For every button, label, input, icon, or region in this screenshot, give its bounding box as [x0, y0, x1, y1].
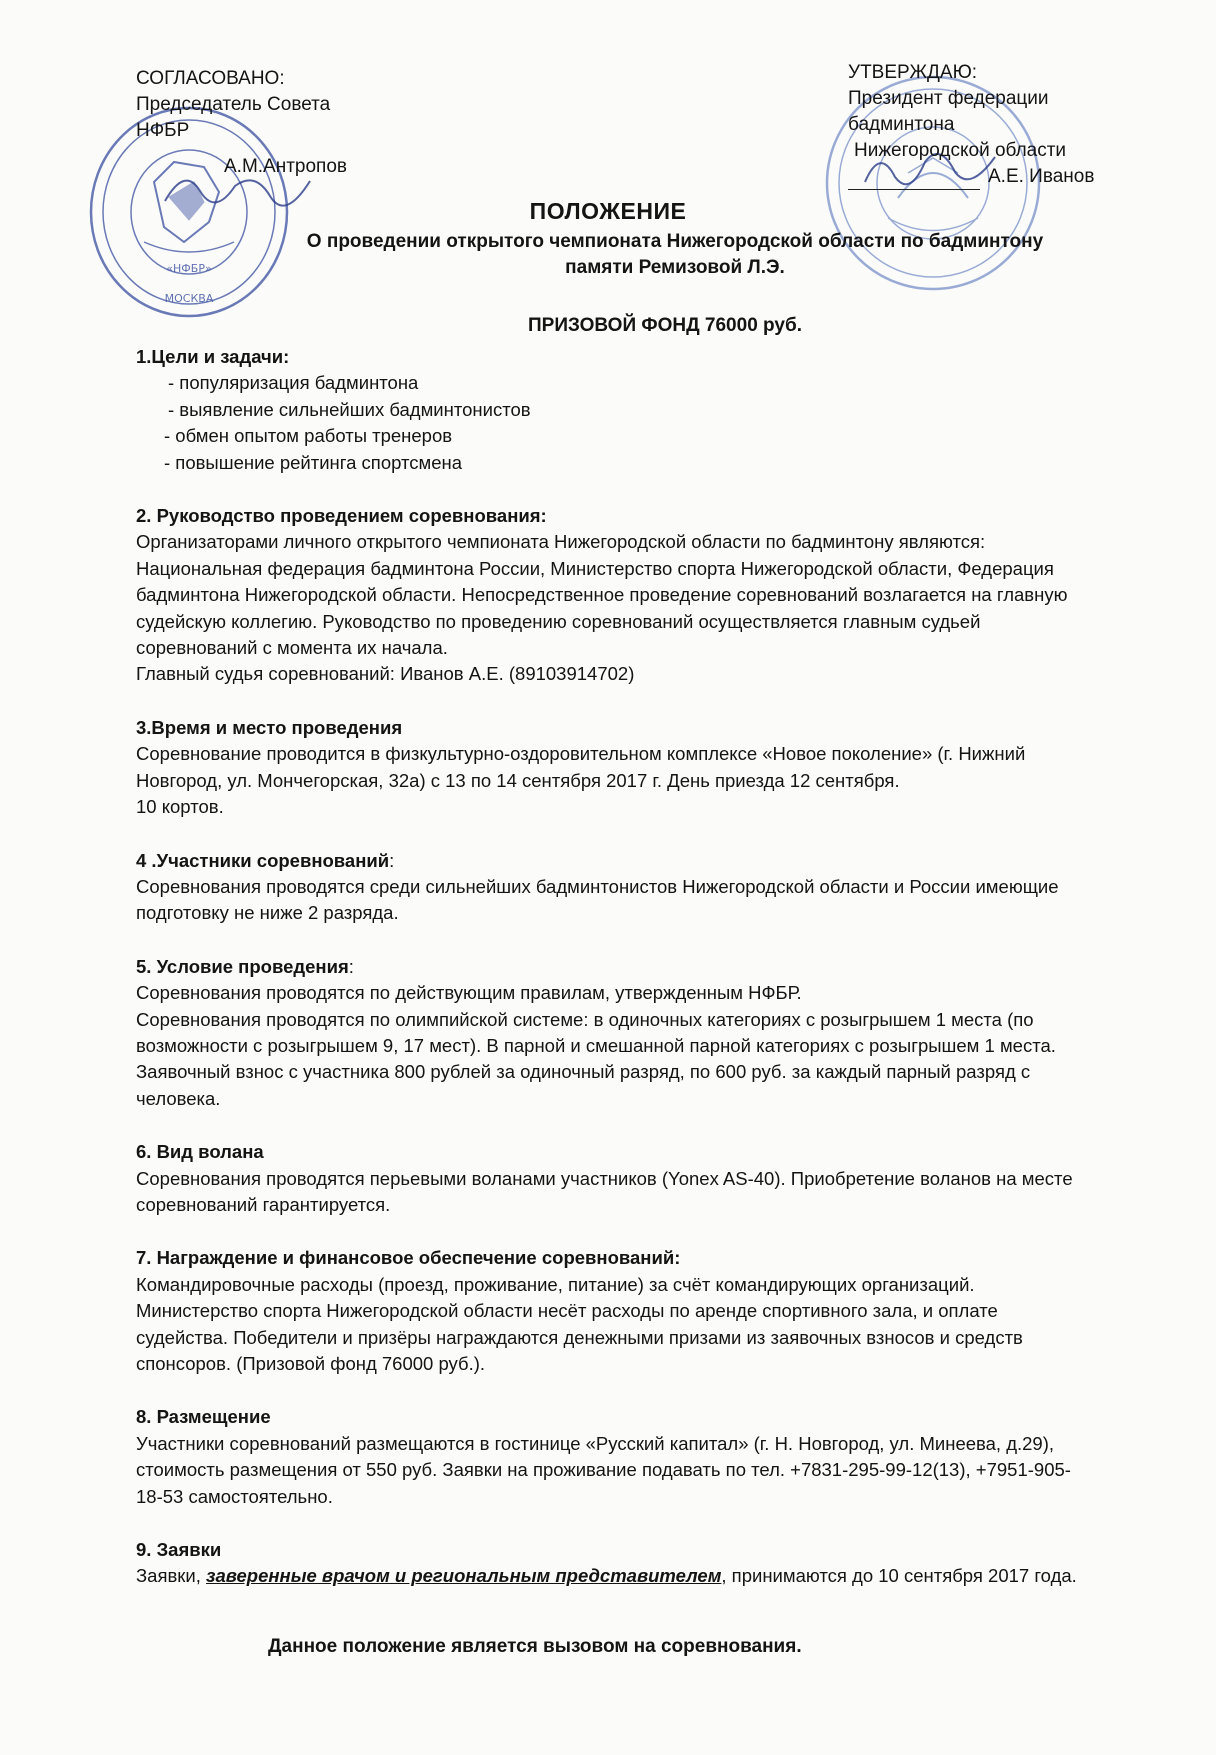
paragraph-line: подготовку не ниже 2 разряда.	[136, 902, 399, 924]
section-heading: 7. Награждение и финансовое обеспечение соревнований:	[136, 1247, 681, 1269]
paragraph-line: Участники соревнований размещаются в гостинице «Русский капитал» (г. Н. Новгород, ул. Минеева, д.29),	[136, 1432, 1055, 1454]
list-item: - повышение рейтинга спортсмена	[164, 451, 463, 473]
paragraph-line: Соревнование проводится в физкультурно-оздоровительном комплексе «Новое поколение» (г. Нижний	[136, 743, 1026, 765]
section-heading	[136, 848, 1176, 874]
applications-suffix: , принимаются до 10 сентября 2017 года.	[721, 1565, 1077, 1587]
section-heading: 8. Размещение	[136, 1406, 271, 1428]
paragraph-line: Соревнования проводятся перьевыми воланами участников (Yonex AS-40). Приобретение воланов на месте	[136, 1167, 1073, 1189]
paragraph-line: человека.	[136, 1087, 221, 1109]
approval-left-role-1: Председатель Совета	[136, 94, 331, 115]
approval-right-signer: А.Е. Иванов	[988, 166, 1095, 187]
paragraph-line: Соревнования проводятся среди сильнейших бадминтонистов Нижегородской области и России имеющие	[136, 875, 1059, 897]
list-item: - обмен опытом работы тренеров	[164, 425, 453, 447]
document-title: ПОЛОЖЕНИЕ	[529, 198, 687, 224]
section-heading-text: 5. Условие проведения	[136, 955, 349, 977]
list-item: - популяризация бадминтона	[168, 372, 419, 394]
paragraph-line: Соревнования проводятся по олимпийской системе: в одиночных категориях с розыгрышем 1 места (по	[136, 1008, 1034, 1030]
applications-prefix: Заявки,	[136, 1565, 207, 1587]
document-body	[136, 344, 1176, 1617]
section-participants	[136, 848, 1176, 927]
section-heading: 2. Руководство проведением соревнования:	[136, 505, 547, 527]
section-goals	[136, 344, 1176, 476]
paragraph-line: возможности с розыгрышем 9, 17 мест). В парной и смешанной парной категориях с розыгрышем 1 места.	[136, 1034, 1056, 1056]
paragraph-line: Организаторами личного открытого чемпионата Нижегородской области по бадминтону являются:	[136, 531, 986, 553]
paragraph-line: Соревнования проводятся по действующим правилам, утвержденным НФБР.	[136, 982, 802, 1004]
paragraph-line: Новгород, ул. Мончегорская, 32а) с 13 по 14 сентября 2017 г. День приезда 12 сентября.	[136, 769, 900, 791]
signature-underline	[848, 189, 980, 190]
document-subtitle-line-1: О проведении открытого чемпионата Нижегородской области по бадминтону	[306, 231, 1044, 252]
section-heading-colon: :	[348, 955, 354, 977]
closing-statement: Данное положение является вызовом на соревнования.	[268, 1636, 802, 1657]
approval-right-heading: УТВЕРЖДАЮ:	[848, 62, 978, 83]
section-applications	[136, 1537, 1176, 1590]
list-item: - выявление сильнейших бадминтонистов	[168, 398, 531, 420]
seal-bottom-text: МОСКВА	[164, 292, 214, 305]
approval-agreed-block	[136, 66, 466, 180]
paragraph-line: Командировочные расходы (проезд, проживание, питание) за счёт командирующих организаций.	[136, 1273, 975, 1295]
paragraph-line: Национальная федерация бадминтона России, Министерство спорта Нижегородской области, Федерация	[136, 557, 1054, 579]
approval-right-role-3: Нижегородской области	[854, 140, 1067, 161]
section-heading-text: 4 .Участники соревнований	[136, 849, 390, 871]
approval-right-role-2: бадминтона	[848, 114, 955, 135]
paragraph-line: судейства. Победители и призёры награждаются денежными призами из заявочных взносов и средств	[136, 1326, 1023, 1348]
applications-emphasis: заверенные врачом и региональным представителем	[206, 1565, 722, 1587]
approval-right-role-1: Президент федерации	[848, 88, 1049, 109]
section-conditions	[136, 954, 1176, 1112]
approval-left-signer: А.М.Антропов	[224, 156, 348, 177]
paragraph-line: соревнований гарантируется.	[136, 1193, 391, 1215]
paragraph-line: спонсоров. (Призовой фонд 76000 руб.).	[136, 1353, 486, 1374]
paragraph-line: 10 кортов.	[136, 796, 224, 818]
paragraph-line: соревнований с момента их начала.	[136, 637, 448, 659]
paragraph-line: судейскую коллегию. Руководство по проведению соревнований осуществляется главным судьей	[136, 610, 981, 632]
paragraph-line: 18-53 самостоятельно.	[136, 1485, 333, 1507]
section-heading-colon: :	[389, 849, 395, 871]
applications-line	[136, 1563, 1176, 1589]
paragraph-line: Министерство спорта Нижегородской области несёт расходы по аренде спортивного зала, и оплате	[136, 1300, 998, 1322]
paragraph-line: бадминтона Нижегородской области. Непосредственное проведение соревнований возлагается на главную	[136, 584, 1068, 606]
section-heading: 9. Заявки	[136, 1539, 222, 1561]
approval-approved-block	[848, 60, 1168, 190]
section-awards-finance	[136, 1245, 1176, 1377]
section-accommodation	[136, 1404, 1176, 1510]
section-time-place	[136, 715, 1176, 821]
seal-center-text: «НФБР»	[166, 262, 212, 275]
chief-judge-line: Главный судья соревнований: Иванов А.Е. (89103914702)	[136, 663, 635, 685]
approval-right-signature-line	[848, 164, 1168, 190]
section-management	[136, 503, 1176, 688]
approval-left-heading: СОГЛАСОВАНО:	[136, 68, 285, 89]
approval-left-role-2: НФБР	[136, 120, 190, 141]
paragraph-line: стоимость размещения от 550 руб. Заявки на проживание подавать по тел. +7831-295-99-12(13), +7951-905-	[136, 1459, 1071, 1481]
section-heading: 1.Цели и задачи:	[136, 346, 290, 367]
section-heading	[136, 954, 1176, 980]
prize-fund-heading: ПРИЗОВОЙ ФОНД 76000 руб.	[528, 315, 802, 336]
document-subtitle-line-2: памяти Ремизовой Л.Э.	[565, 257, 785, 278]
document-subtitle	[130, 229, 1216, 281]
section-heading: 6. Вид волана	[136, 1141, 264, 1163]
section-shuttlecock	[136, 1139, 1176, 1218]
paragraph-line: Заявочный взнос с участника 800 рублей за одиночный разряд, по 600 руб. за каждый парный разряд с	[136, 1061, 1031, 1083]
section-heading: 3.Время и место проведения	[136, 716, 403, 738]
